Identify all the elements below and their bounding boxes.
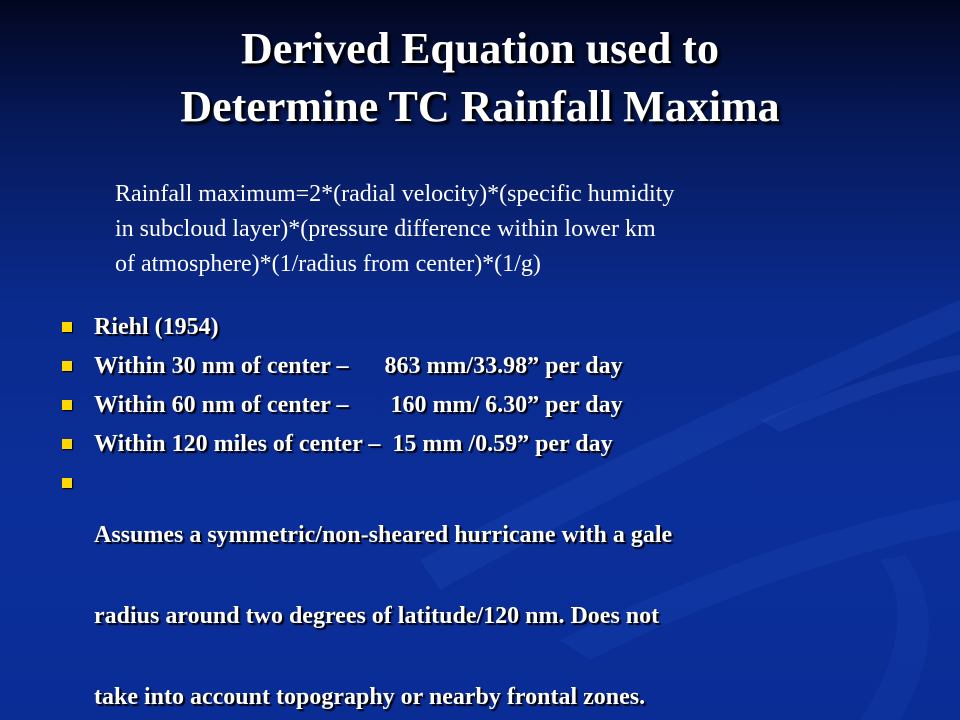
bullet-text: Within 120 miles of center – 15 mm /0.59” per day xyxy=(94,431,613,457)
bullet-item-riehl xyxy=(58,312,918,343)
bullet-item-30nm xyxy=(58,351,918,382)
square-bullet-icon xyxy=(62,478,72,488)
square-bullet-icon xyxy=(62,439,72,449)
bullet-text-line-2: radius around two degrees of latitude/120 nm. Does not xyxy=(94,603,660,629)
bullet-text-line-1: Assumes a symmetric/non-sheared hurricane with a gale xyxy=(94,522,673,548)
equation-line-3: of atmosphere)*(1/radius from center)*(1/g) xyxy=(115,251,541,277)
bullet-item-assumptions xyxy=(58,468,918,720)
square-bullet-icon xyxy=(62,361,72,371)
bullet-item-120miles xyxy=(58,429,918,460)
bullet-text-line-3: take into account topography or nearby frontal zones. xyxy=(94,684,646,710)
bullet-text xyxy=(94,468,918,720)
slide-title xyxy=(40,20,920,136)
equation-line-1: Rainfall maximum=2*(radial velocity)*(specific humidity xyxy=(115,181,675,207)
bullet-text: Within 30 nm of center – 863 mm/33.98” per day xyxy=(94,353,623,379)
square-bullet-icon xyxy=(62,400,72,410)
equation-text xyxy=(115,177,875,282)
bullet-text: Riehl (1954) xyxy=(94,314,219,340)
square-bullet-icon xyxy=(62,322,72,332)
bullet-text: Within 60 nm of center – 160 mm/ 6.30” per day xyxy=(94,392,623,418)
equation-line-2: in subcloud layer)*(pressure difference within lower km xyxy=(115,216,656,242)
bullet-item-60nm xyxy=(58,390,918,421)
title-line-2: Determine TC Rainfall Maxima xyxy=(180,82,780,131)
bullet-list xyxy=(58,312,918,720)
title-line-1: Derived Equation used to xyxy=(241,24,719,73)
